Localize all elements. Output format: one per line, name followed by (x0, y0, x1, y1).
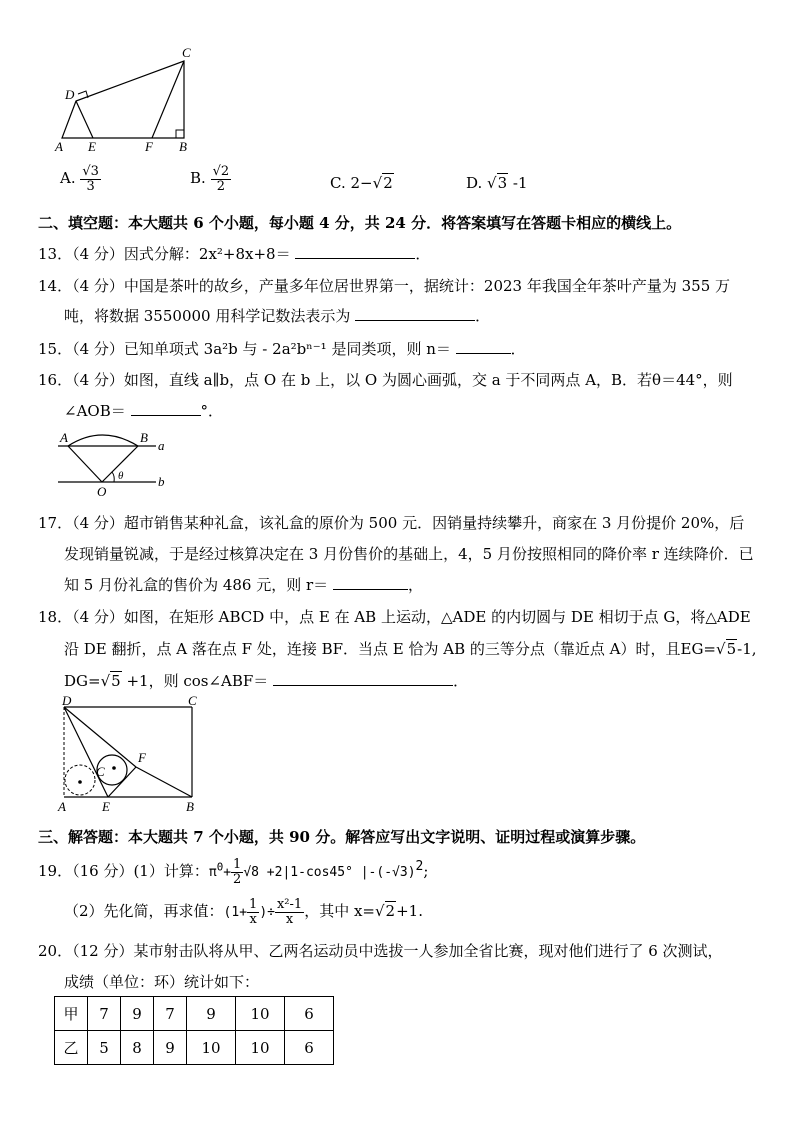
question-16-line1: 16．（4 分）如图，直线 a∥b，点 O 在 b 上，以 O 为圆心画弧，交 a 于不同两点 A，B．若θ＝44°，则 (38, 371, 733, 389)
table-cell: 10 (236, 997, 285, 1031)
fig18-label-E: E (102, 799, 110, 814)
q16-figure (52, 428, 182, 500)
question-19-part1: 19．（16 分）(1）计算：$\pi^0+$ $\frac{1}{2}$ √8 +2|1-cos45° $|-(-√3)^2$; (38, 857, 429, 887)
table-cell: 9 (187, 997, 236, 1031)
table-cell: 6 (285, 1031, 334, 1065)
fig16-label-a: a (158, 438, 165, 453)
fig16-label-B: B (140, 430, 148, 445)
label-D: D (65, 87, 75, 102)
answer-blank-17[interactable] (333, 575, 408, 590)
label-C: C (182, 45, 191, 60)
label-E: E (88, 139, 96, 154)
question-18-line3: DG=√5 +1，则 cos∠ABF＝ ． (64, 672, 469, 690)
answer-blank-18[interactable] (273, 671, 453, 686)
label-B: B (179, 139, 187, 154)
question-20-line2: 成绩（单位：环）统计如下： (64, 973, 260, 991)
question-15: 15．（4 分）已知单项式 3a²b 与 - 2a²bⁿ⁻¹ 是同类项，则 n＝ ． (38, 340, 526, 358)
label-A: A (55, 139, 63, 154)
table-cell: 9 (121, 997, 154, 1031)
question-13: 13．（4 分）因式分解：2x²+8x+8＝ ． (38, 245, 431, 263)
answer-blank-16[interactable] (131, 401, 201, 416)
score-table (54, 996, 334, 1065)
question-20-line1: 20．（12 分）某市射击队将从甲、乙两名运动员中选拔一人参加全省比赛，现对他们进行了 6 次测试， (38, 942, 723, 960)
table-row (55, 1031, 334, 1065)
question-17-line1: 17．（4 分）超市销售某种礼盒，该礼盒的原价为 500 元．因销量持续攀升，商家在 3 月份提价 20%，后 (38, 514, 745, 532)
q12-figure (50, 45, 200, 155)
question-14-line1: 14．（4 分）中国是茶叶的故乡，产量多年位居世界第一，据统计：2023 年我国全年茶叶产量为 355 万 (38, 277, 731, 295)
table-cell: 7 (88, 997, 121, 1031)
question-16-line2: ∠AOB＝ °． (64, 402, 224, 420)
fig18-label-B: B (186, 799, 194, 814)
answer-blank-13[interactable] (295, 244, 415, 259)
label-F: F (145, 139, 153, 154)
table-cell: 6 (285, 997, 334, 1031)
fig18-label-G: C (96, 764, 105, 779)
question-18-line1: 18．（4 分）如图，在矩形 ABCD 中，点 E 在 AB 上运动，△ADE 的内切圆与 DE 相切于点 G，将△ADE (38, 608, 751, 626)
fig16-label-theta: θ (118, 470, 124, 482)
table-cell: 8 (121, 1031, 154, 1065)
table-cell: 9 (154, 1031, 187, 1065)
choice-a: A. $\frac{√3}{3}$ (60, 164, 99, 194)
choice-c: C. 2−√2 (330, 174, 393, 192)
section-2-heading: 二、填空题：本大题共 6 个小题，每小题 4 分，共 24 分．将答案填写在答题卡相应的横线上。 (38, 214, 682, 232)
question-19-part2: （2）先化简，再求值：(1+ $\frac{1}{x}$ )÷ $\frac{\text{x²-1}}{x}$ ，其中 x=√2+1. (64, 897, 423, 927)
answer-blank-14[interactable] (355, 306, 475, 321)
table-cell: 10 (236, 1031, 285, 1065)
fig16-label-b: b (158, 474, 165, 489)
question-14-line2: 吨，将数据 3550000 用科学记数法表示为 ． (64, 307, 491, 325)
fig16-label-O: O (97, 484, 107, 499)
fig18-label-D: D (62, 696, 72, 708)
choice-d: D. √3 -1 (466, 174, 528, 192)
table-cell: 10 (187, 1031, 236, 1065)
fig18-label-F: F (138, 750, 146, 765)
question-17-line3: 知 5 月份礼盒的售价为 486 元，则 r＝ ， (64, 576, 423, 594)
table-cell: 乙 (55, 1031, 88, 1065)
table-cell: 7 (154, 997, 187, 1031)
q18-figure (54, 696, 204, 814)
answer-blank-15[interactable] (456, 339, 511, 354)
fig18-label-C: C (188, 696, 197, 708)
fig18-label-A: A (58, 799, 66, 814)
table-row (55, 997, 334, 1031)
question-17-line2: 发现销量锐减，于是经过核算决定在 3 月份售价的基础上，4，5 月份按照相同的降价率 r 连续降价．已 (64, 545, 754, 563)
question-18-line2: 沿 DE 翻折，点 A 落在点 F 处，连接 BF．当点 E 恰为 AB 的三等分点（靠近点 A）时，且EG=√5-1, (64, 640, 757, 658)
table-cell: 甲 (55, 997, 88, 1031)
section-3-heading: 三、解答题：本大题共 7 个小题，共 90 分。解答应写出文字说明、证明过程或演算步骤。 (38, 828, 646, 846)
table-cell: 5 (88, 1031, 121, 1065)
fig16-label-A: A (60, 430, 68, 445)
choice-b: B. $\frac{√2}{2}$ (190, 164, 230, 194)
